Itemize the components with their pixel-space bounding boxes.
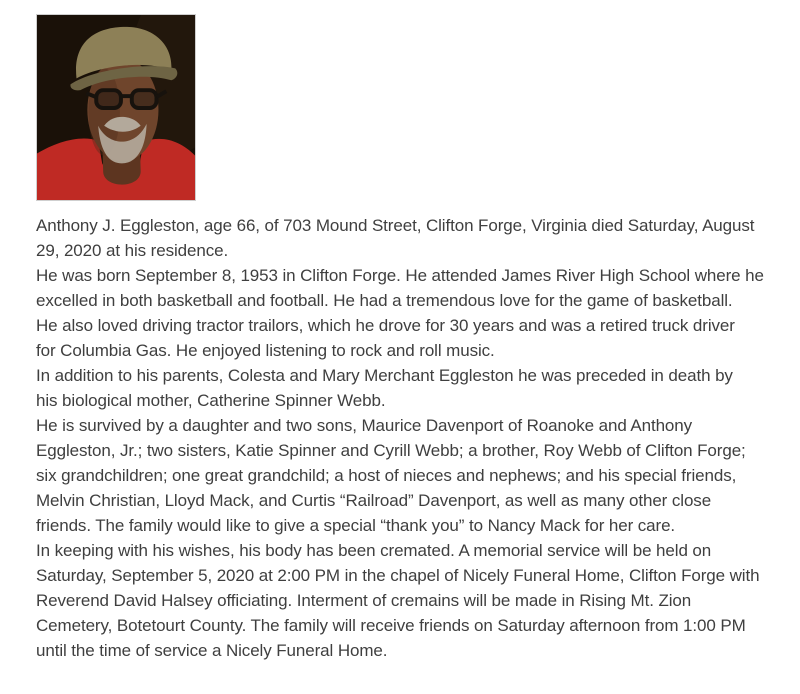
obituary-paragraph — [36, 538, 781, 663]
obituary-line: six grandchildren; one great grandchild; a host of nieces and nephews; and his special friends, — [36, 466, 737, 485]
obituary-paragraph — [36, 363, 781, 413]
glasses-right-lens — [132, 90, 157, 108]
obituary-line: In keeping with his wishes, his body has been cremated. A memorial service will be held on — [36, 541, 712, 560]
portrait-image — [37, 15, 195, 200]
glasses-left-lens — [96, 90, 121, 108]
obituary-line: excelled in both basketball and football. He had a tremendous love for the game of basketball. — [36, 291, 733, 310]
obituary-line: for Columbia Gas. He enjoyed listening to rock and roll music. — [36, 341, 495, 360]
obituary-line: Saturday, September 5, 2020 at 2:00 PM in the chapel of Nicely Funeral Home, Clifton Forge with — [36, 566, 760, 585]
obituary-line: friends. The family would like to give a special “thank you” to Nancy Mack for her care. — [36, 516, 676, 535]
obituary-line: Reverend David Halsey officiating. Interment of cremains will be made in Rising Mt. Zion — [36, 591, 692, 610]
obituary-line: until the time of service a Nicely Funeral Home. — [36, 641, 388, 660]
obituary-line: In addition to his parents, Colesta and Mary Merchant Eggleston he was preceded in death by — [36, 366, 733, 385]
obituary-line: Melvin Christian, Lloyd Mack, and Curtis “Railroad” Davenport, as well as many other close — [36, 491, 712, 510]
obituary-line: He is survived by a daughter and two sons, Maurice Davenport of Roanoke and Anthony — [36, 416, 693, 435]
obituary-line: his biological mother, Catherine Spinner Webb. — [36, 391, 386, 410]
obituary-text — [36, 213, 781, 663]
obituary-line: Anthony J. Eggleston, age 66, of 703 Mound Street, Clifton Forge, Virginia died Saturday, August — [36, 216, 755, 235]
obituary-photo — [36, 14, 196, 201]
obituary-paragraph — [36, 263, 781, 363]
obituary-line: He was born September 8, 1953 in Clifton Forge. He attended James River High School where he — [36, 266, 764, 285]
obituary-line: Eggleston, Jr.; two sisters, Katie Spinner and Cyrill Webb; a brother, Roy Webb of Clifton Forge; — [36, 441, 746, 460]
obituary-paragraph — [36, 213, 781, 263]
obituary-line: Cemetery, Botetourt County. The family will receive friends on Saturday afternoon from 1:00 PM — [36, 616, 746, 635]
obituary-line: 29, 2020 at his residence. — [36, 241, 229, 260]
obituary-line: He also loved driving tractor trailors, which he drove for 30 years and was a retired truck driver — [36, 316, 735, 335]
obituary-paragraph — [36, 413, 781, 538]
